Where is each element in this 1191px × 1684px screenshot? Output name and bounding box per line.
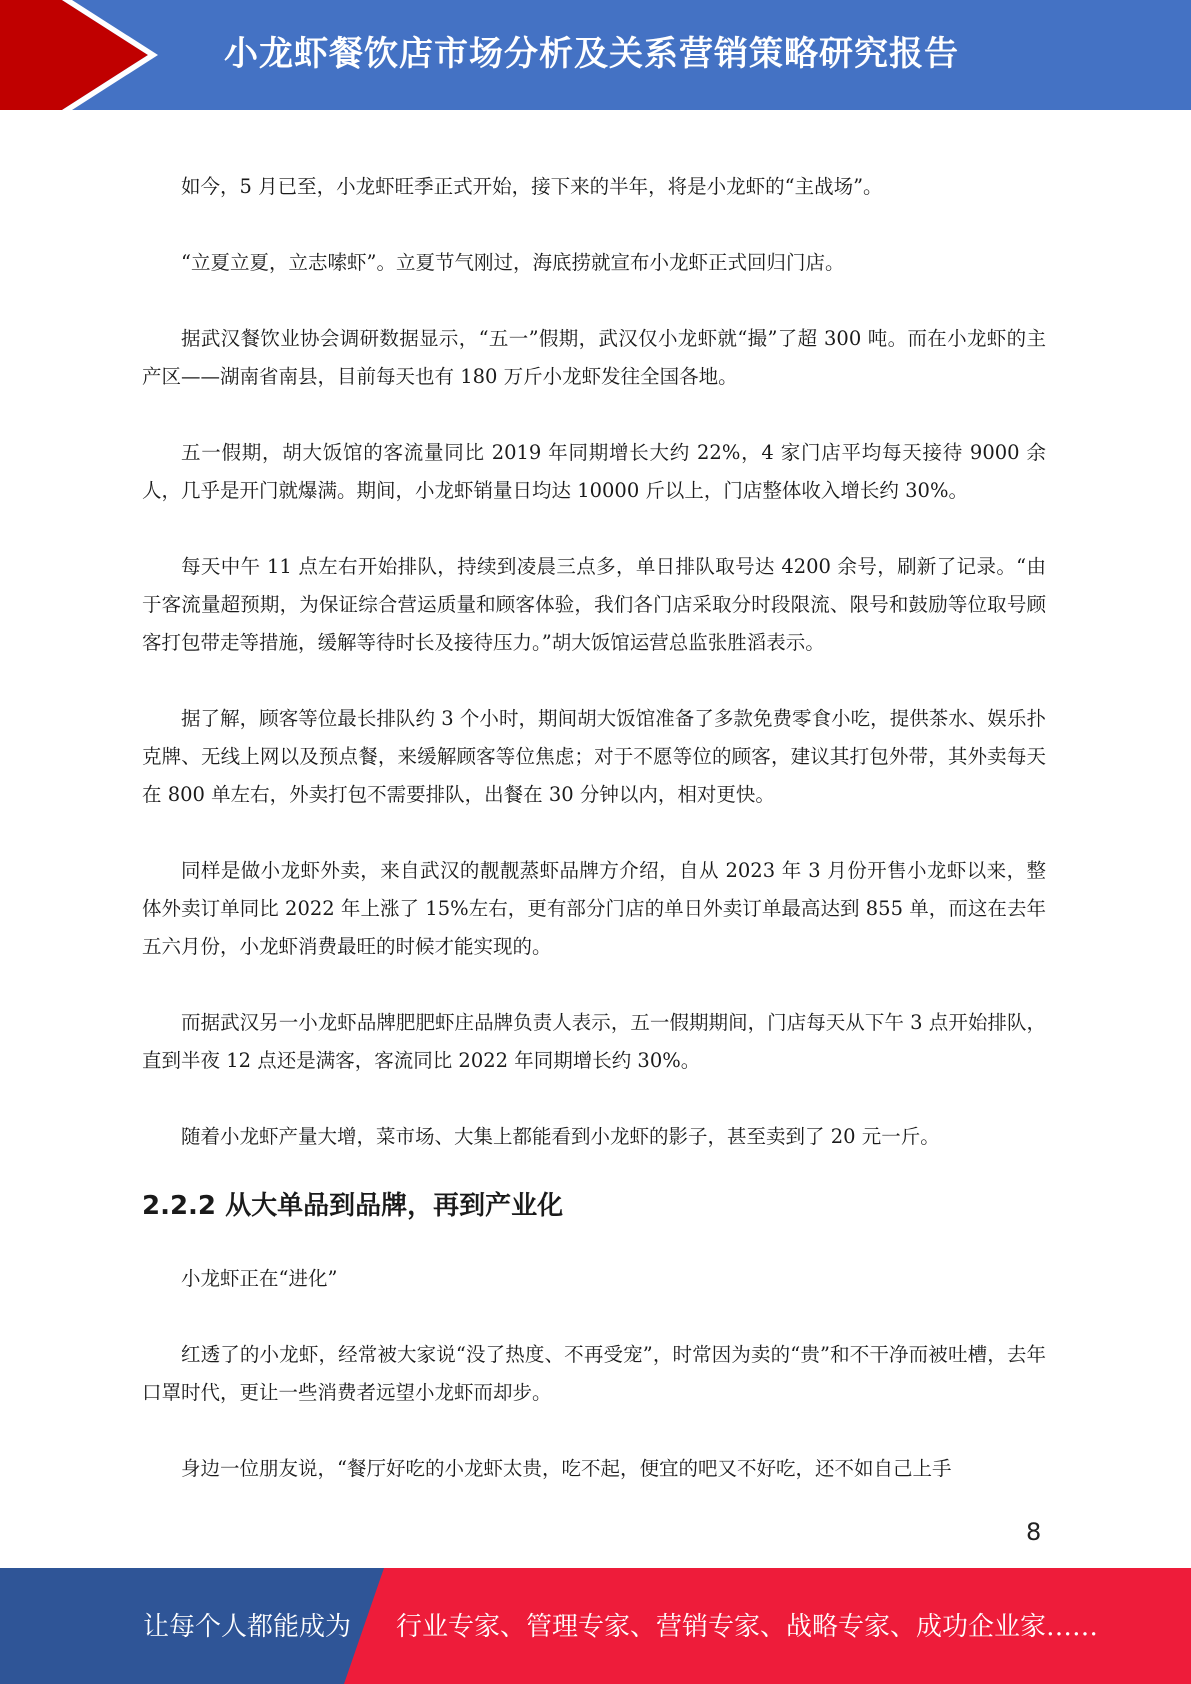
paragraph: 据武汉餐饮业协会调研数据显示，“五一”假期，武汉仅小龙虾就“撮”了超 300 吨。而在小龙虾的主产区——湖南省南县，目前每天也有 180 万斤小龙虾发往全国各地。 (142, 327, 1046, 388)
paragraph: 同样是做小龙虾外卖，来自武汉的靓靓蒸虾品牌方介绍，自从 2023 年 3 月份开售小龙虾以来，整体外卖订单同比 2022 年上涨了 15%左右，更有部分门店的单日外卖订单最高达到 855 单，而这在去年五六月份，小龙虾消费最旺的时候才能实现的。 (142, 859, 1046, 958)
document-body (142, 168, 1046, 1526)
paragraph: “立夏立夏，立志嗦虾”。立夏节气刚过，海底捞就宣布小龙虾正式回归门店。 (181, 251, 845, 274)
section-heading: 2.2.2 从大单品到品牌，再到产业化 (142, 1191, 564, 1221)
paragraph: 随着小龙虾产量大增，菜市场、大集上都能看到小龙虾的影子，甚至卖到了 20 元一斤。 (181, 1125, 940, 1148)
red-chevron-logo (0, 0, 160, 110)
report-title: 小龙虾餐饮店市场分析及关系营销策略研究报告 (224, 34, 959, 74)
page-number: 8 (1026, 1518, 1042, 1546)
page-footer (0, 1568, 1191, 1684)
paragraph: 五一假期，胡大饭馆的客流量同比 2019 年同期增长大约 22%，4 家门店平均每天接待 9000 余人，几乎是开门就爆满。期间，小龙虾销量日均达 10000 斤以上，门店整体收入增长约 30%。 (142, 441, 1046, 502)
paragraph: 小龙虾正在“进化” (181, 1267, 338, 1290)
paragraph: 据了解，顾客等位最长排队约 3 个小时，期间胡大饭馆准备了多款免费零食小吃，提供茶水、娱乐扑克牌、无线上网以及预点餐，来缓解顾客等位焦虑；对于不愿等位的顾客，建议其打包外带，其外卖每天在 800 单左右，外卖打包不需要排队，出餐在 30 分钟以内，相对更快。 (142, 707, 1046, 806)
footer-slogan-right: 行业专家、管理专家、营销专家、战略专家、成功企业家…… (396, 1612, 1099, 1642)
paragraph: 身边一位朋友说，“餐厅好吃的小龙虾太贵，吃不起，便宜的吧又不好吃，还不如自己上手 (181, 1457, 952, 1480)
footer-slogan-left: 让每个人都能成为 (143, 1612, 352, 1642)
paragraph: 而据武汉另一小龙虾品牌肥肥虾庄品牌负责人表示，五一假期期间，门店每天从下午 3 点开始排队，直到半夜 12 点还是满客，客流同比 2022 年同期增长约 30%。 (142, 1011, 1046, 1072)
paragraph: 每天中午 11 点左右开始排队，持续到凌晨三点多，单日排队取号达 4200 余号，刷新了记录。“由于客流量超预期，为保证综合营运质量和顾客体验，我们各门店采取分时段限流、限号和鼓励等位取号顾客打包带走等措施，缓解等待时长及接待压力。”胡大饭馆运营总监张胜滔表示。 (142, 555, 1046, 654)
paragraph: 如今，5 月已至，小龙虾旺季正式开始，接下来的半年，将是小龙虾的“主战场”。 (181, 175, 883, 198)
paragraph: 红透了的小龙虾，经常被大家说“没了热度、不再受宠”，时常因为卖的“贵”和不干净而被吐槽，去年口罩时代，更让一些消费者远望小龙虾而却步。 (142, 1343, 1046, 1404)
page-header (0, 0, 1191, 110)
